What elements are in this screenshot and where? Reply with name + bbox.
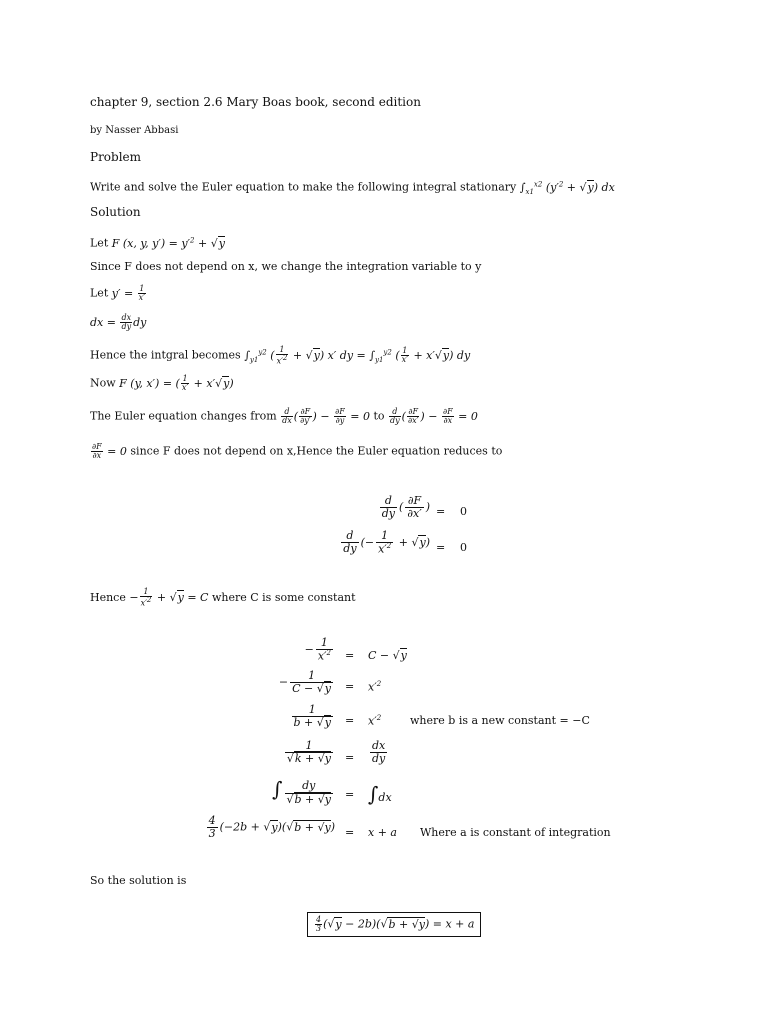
constant-equation: − $\frac{1}{x'^2}$ + √y = C — [129, 587, 209, 608]
eq-sign: = — [436, 541, 446, 554]
euler-reduced-lhs-2: $\frac{d}{dy}$ (− $\frac{1}{x'^2}$ + √y) — [343, 529, 430, 556]
step5-rhs: ∫dx — [368, 782, 392, 806]
eq-sign: = — [345, 649, 355, 662]
euler-reduced-lhs-1: $\frac{d}{dy}$ ( $\frac{\partial F}{\partial x'}$ ) — [381, 494, 430, 521]
step2-lhs: − $\frac{1}{C - √y}$ — [278, 669, 331, 696]
reduce-line — [90, 443, 502, 460]
step3-lhs: $\frac{1}{b + √y}$ — [293, 703, 331, 730]
transformed-integral: $\int_{y1}^{y2}$ ( $\frac{1}{x'^2}$ + √y) x′ dy = $\int_{y1}^{y2}$ ( $\frac{1}{x'}$ + x′√y) dy — [244, 344, 471, 366]
new-F-definition: F (y, x′) = ( $\frac{1}{x'}$ + x′√y) — [119, 374, 234, 392]
step2-rhs: $x'^2$ — [368, 680, 382, 694]
since-line: Since F does not depend on x, we change the integration variable to y — [90, 260, 482, 273]
where-const-text: where C is some constant — [211, 590, 356, 604]
to-label: to — [373, 409, 385, 423]
document-title: chapter 9, section 2.6 Mary Boas book, second edition — [90, 95, 421, 109]
hence-integral-label: Hence the intgral becomes — [90, 348, 241, 362]
step6-lhs: $\frac{4}{3}$ (−2b + √y)(√b + √y) — [208, 814, 335, 841]
yprime-definition: y′ = $\frac{1}{x'}$ — [111, 284, 145, 302]
so-solution-line: So the solution is — [90, 874, 187, 887]
solution-heading: Solution — [90, 205, 141, 219]
author-line: by Nasser Abbasi — [90, 125, 179, 136]
problem-heading: Problem — [90, 150, 142, 164]
euler-transformed: $\frac{d}{dy}$ ( $\frac{\partial F}{\partial x'}$ ) − $\frac{\partial F}{\partial x}$ = 0 — [390, 407, 478, 425]
where-a-text: Where a is constant of integration — [420, 826, 611, 839]
eq-sign: = — [345, 751, 355, 764]
rhs-zero: 0 — [460, 505, 467, 518]
let-label: Let — [90, 286, 109, 300]
step4-rhs: $\frac{dx}{dy}$ — [372, 739, 386, 766]
let-F-line — [90, 233, 225, 251]
let-label: Let — [90, 236, 109, 250]
hence-constant-line — [90, 588, 356, 608]
now-line — [90, 375, 234, 392]
problem-text: Write and solve the Euler equation to make the following integral stationary — [90, 180, 517, 194]
eq-sign: = — [345, 788, 355, 801]
let-yprime-line — [90, 285, 147, 302]
step1-rhs: C − √y — [368, 649, 407, 662]
dx-line — [90, 314, 146, 331]
euler-change-line — [90, 408, 478, 425]
F-definition: F (x, y, $y') = y'^2 + √y$ — [111, 236, 225, 250]
problem-statement — [90, 177, 615, 199]
dx-definition: dx = $\frac{dx}{dy}$ dy — [90, 313, 147, 331]
euler-original: $\frac{d}{dx}$ ( $\frac{\partial F}{\partial y'}$ ) − $\frac{\partial F}{\partial y}$ = 0 — [282, 407, 370, 425]
eq-sign: = — [436, 505, 446, 518]
step3-rhs: $x'^2$ — [368, 714, 382, 728]
eq-sign: = — [345, 714, 355, 727]
integral-expression: $\int_{x1}^{x2}$ $(y'^2 + √y)$ dx — [519, 180, 615, 196]
eq-sign: = — [345, 680, 355, 693]
rhs-zero: 0 — [460, 541, 467, 554]
hence-label: Hence — [90, 590, 126, 604]
final-solution-box: $\frac{4}{3}$ (√y − 2b)(√b + √y) = x + a — [307, 912, 481, 937]
eq-sign: = — [345, 826, 355, 839]
step6-rhs: x + a — [368, 826, 397, 839]
euler-changes-label: The Euler equation changes from — [90, 409, 277, 423]
step5-lhs: ∫ $\frac{dy}{√b + √y}$ — [272, 777, 331, 806]
since-reduces-text: since F does not depend on x,Hence the Euler equation reduces to — [130, 444, 503, 458]
step1-lhs: − $\frac{1}{x'^2}$ — [304, 636, 331, 663]
now-label: Now — [90, 376, 116, 390]
partial-x-zero: $\frac{\partial F}{\partial x}$ = 0 — [92, 442, 127, 460]
where-b-text: where b is a new constant = −C — [410, 714, 590, 727]
hence-integral-line — [90, 345, 470, 367]
step4-lhs: $\frac{1}{√k + √y}$ — [286, 739, 331, 766]
